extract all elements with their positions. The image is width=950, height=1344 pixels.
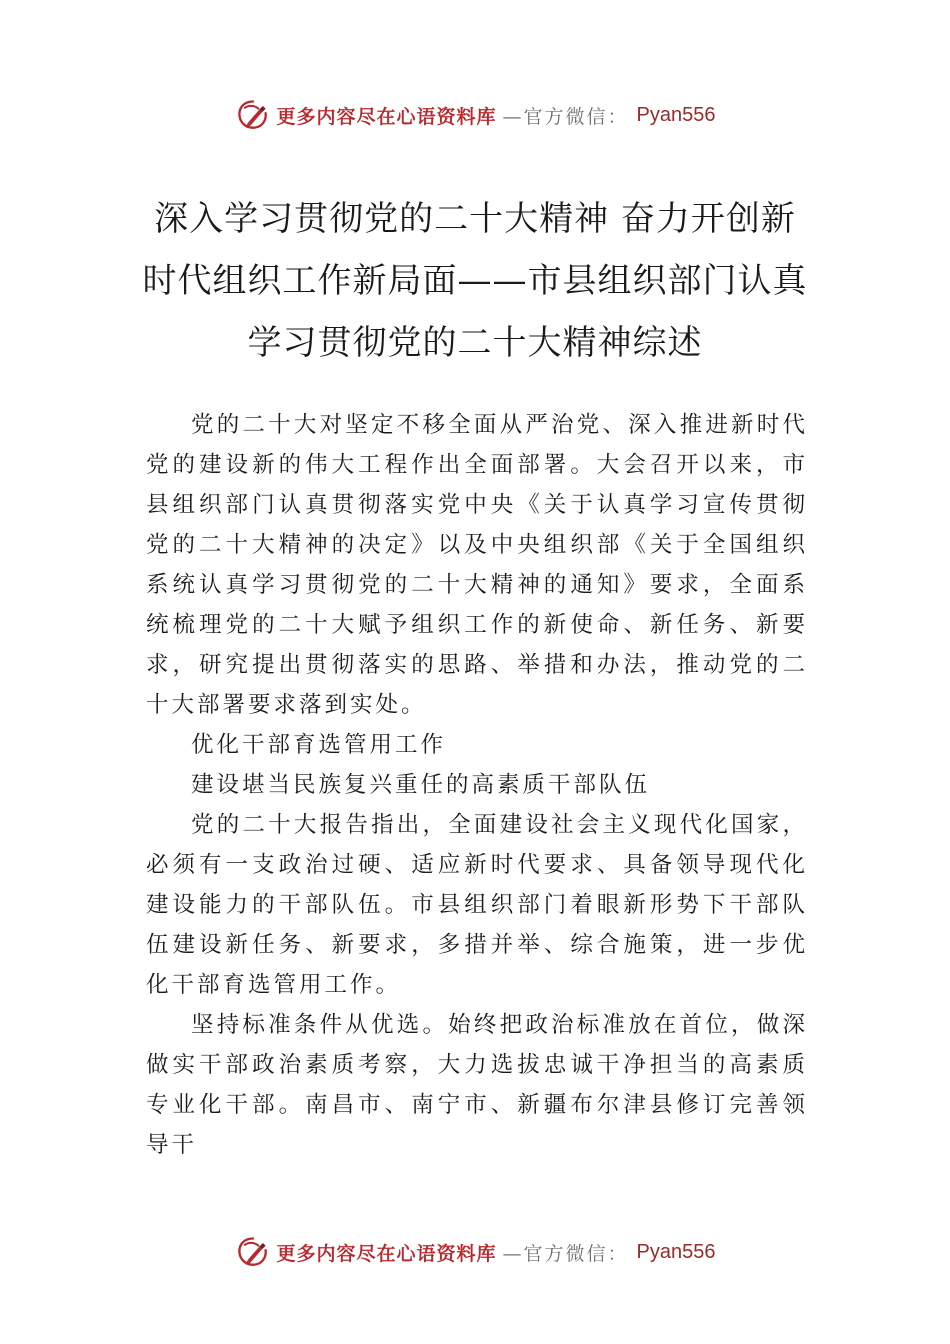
watermark-wechat-id: Pyan556 bbox=[636, 103, 716, 126]
body-paragraph: 党的二十大报告指出，全面建设社会主义现代化国家，必须有一支政治过硬、适应新时代要求、具备领导现代化建设能力的干部队伍。市县组织部门着眼新形势下干部队伍建设新任务、新要求，多措并举、综合施策，进一步优化干部育选管用工作。 bbox=[146, 812, 808, 998]
document-title: 深入学习贯彻党的二十大精神 奋力开创新时代组织工作新局面——市县组织部门认真学习贯彻党的二十大精神综述 bbox=[142, 199, 808, 363]
watermark-brand-text: 更多内容尽在心语资料库 bbox=[276, 105, 497, 128]
header-watermark-banner bbox=[0, 95, 950, 135]
footer-watermark-banner bbox=[0, 1232, 950, 1272]
watermark-wechat-id: Pyan556 bbox=[636, 1240, 716, 1263]
intro-paragraph: 党的二十大对坚定不移全面从严治党、深入推进新时代党的建设新的伟大工程作出全面部署。大会召开以来，市县组织部门认真贯彻落实党中央《关于认真学习宣传贯彻党的二十大精神的决定》以及中央组织部《关于全国组织系统认真学习贯彻党的二十大精神的通知》要求，全面系统梳理党的二十大赋予组织工作的新使命、新任务、新要求，研究提出贯彻落实的思路、举措和办法，推动党的二十大部署要求落到实处。 bbox=[146, 412, 808, 718]
body-paragraph: 坚持标准条件从优选。始终把政治标准放在首位，做深做实干部政治素质考察，大力选拔忠诚干净担当的高素质专业化干部。南昌市、南宁市、新疆布尔津县修订完善领导干 bbox=[146, 1012, 808, 1158]
pen-nib-swirl-logo-icon bbox=[235, 97, 271, 133]
pen-nib-swirl-logo-icon bbox=[235, 1234, 271, 1270]
section-heading: 优化干部育选管用工作 bbox=[191, 732, 447, 758]
watermark-dash-text: —官方微信： bbox=[502, 105, 629, 128]
watermark-dash-text: —官方微信： bbox=[502, 1242, 629, 1265]
section-subheading: 建设堪当民族复兴重任的高素质干部队伍 bbox=[191, 772, 651, 798]
watermark-brand-text: 更多内容尽在心语资料库 bbox=[276, 1242, 497, 1265]
document-body bbox=[146, 405, 808, 1165]
